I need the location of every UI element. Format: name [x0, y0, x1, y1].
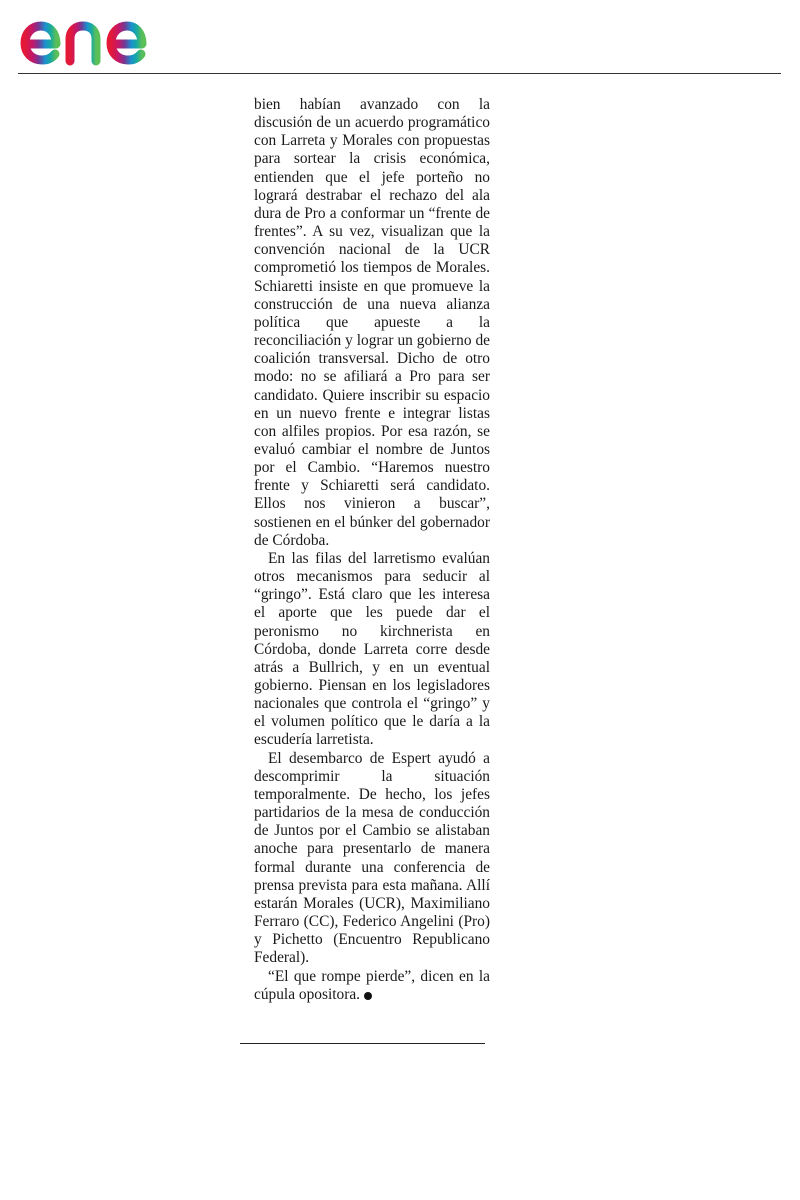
footer-divider: [240, 1043, 485, 1044]
enel-logo-mark: [18, 6, 182, 68]
article-paragraph: El desembarco de Espert ayudó a descomprimir la situación temporalmente. De hecho, los jefes partidarios de la mesa de conducción de Juntos por el Cambio se alistaban anoche para presentarlo de manera formal durante una conferencia de prensa prevista para esta mañana. Allí estarán Morales (UCR), Maximiliano Ferraro (CC), Federico Angelini (Pro) y Pichetto (Encuentro Republicano Federal).: [254, 749, 490, 967]
article-paragraph: En las filas del larretismo evalúan otros mecanismos para seducir al “gringo”. Está claro que les interesa el aporte que les puede dar el peronismo no kirchnerista en Córdoba, donde Larreta corre desde atrás a Bullrich, y en un eventual gobierno. Piensan en los legisladores nacionales que controla el “gringo” y el volumen político que le daría a la escudería larretista.: [254, 549, 490, 749]
article-paragraph-final: [254, 968, 490, 1004]
article-paragraph: bien habían avanzado con la discusión de un acuerdo programático con Larreta y Morales con propuestas para sortear la crisis económica, entienden que el jefe porteño no logrará destrabar el rechazo del ala dura de Pro a conformar un “frente de frentes”. A su vez, visualizan que la convención nacional de la UCR comprometió los tiempos de Morales. Schiaretti insiste en que promueve la construcción de una nueva alianza política que apueste a la reconciliación y lograr un gobierno de coalición transversal. Dicho de otro modo: no se afiliará a Pro para ser candidato. Quiere inscribir su espacio en un nuevo frente e integrar listas con alfiles propios. Por esa razón, se evaluó cambiar el nombre de Juntos por el Cambio. “Haremos nuestro frente y Schiaretti será candidato. Ellos nos vinieron a buscar”, sostienen en el búnker del gobernador de Córdoba.: [254, 96, 490, 549]
enel-logo: [18, 6, 182, 68]
end-of-article-mark: [364, 992, 372, 1000]
article-paragraph-final-text: “El que rompe pierde”, dicen en la cúpula opositora.: [254, 967, 490, 1003]
article-body: [254, 96, 490, 1004]
header-divider: [18, 73, 781, 74]
